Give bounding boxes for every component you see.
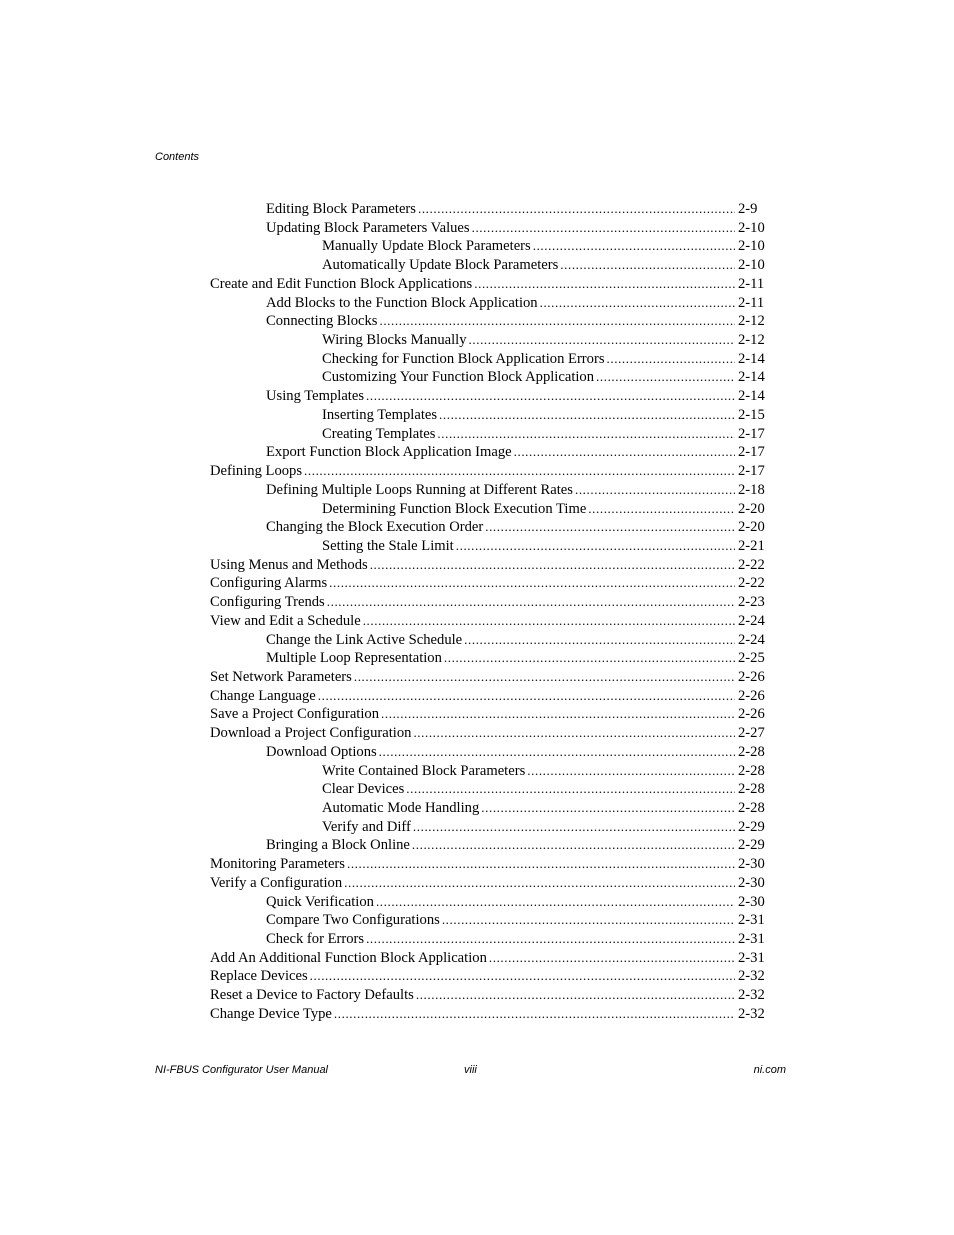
toc-entry-page: 2-11 <box>738 294 765 311</box>
toc-entry-page: 2-26 <box>738 687 765 704</box>
toc-entry[interactable] <box>210 967 770 986</box>
toc-entry[interactable] <box>210 574 770 593</box>
footer-website: ni.com <box>753 1064 786 1076</box>
toc-dot-leader <box>575 481 735 500</box>
toc-entry-title: Determining Function Block Execution Time <box>322 500 587 517</box>
toc-dot-leader <box>607 350 735 369</box>
toc-dot-leader <box>474 275 735 294</box>
toc-dot-leader <box>514 443 735 462</box>
toc-entry-page: 2-17 <box>738 463 765 480</box>
toc-entry-title: Add Blocks to the Function Block Application <box>266 294 538 311</box>
toc-entry[interactable] <box>210 556 770 575</box>
toc-dot-leader <box>456 537 735 556</box>
toc-dot-leader <box>344 874 735 893</box>
toc-dot-leader <box>485 518 735 537</box>
toc-entry-page: 2-28 <box>738 762 765 779</box>
toc-entry-title: Manually Update Block Parameters <box>322 238 531 255</box>
toc-entry[interactable] <box>210 387 770 406</box>
toc-entry-page: 2-24 <box>738 612 765 629</box>
toc-dot-leader <box>379 312 735 331</box>
toc-dot-leader <box>418 200 735 219</box>
toc-dot-leader <box>304 462 735 481</box>
toc-entry[interactable] <box>210 500 770 519</box>
toc-dot-leader <box>588 500 735 519</box>
toc-entry[interactable] <box>210 331 770 350</box>
toc-dot-leader <box>437 425 735 444</box>
toc-entry-page: 2-25 <box>738 650 765 667</box>
toc-entry[interactable] <box>210 836 770 855</box>
running-head: Contents <box>155 151 200 163</box>
toc-entry-title: Inserting Templates <box>322 406 438 423</box>
toc-entry[interactable] <box>210 986 770 1005</box>
toc-entry-title: Verify and Diff <box>322 818 411 835</box>
toc-dot-leader <box>381 705 735 724</box>
toc-dot-leader <box>489 949 735 968</box>
toc-dot-leader <box>560 256 735 275</box>
toc-entry-title: Automatic Mode Handling <box>322 800 480 816</box>
toc-entry-title: Editing Block Parameters <box>266 201 416 217</box>
toc-entry-page: 2-17 <box>738 444 765 461</box>
toc-entry[interactable] <box>210 762 770 781</box>
toc-entry-title: Change Device Type <box>210 1005 332 1022</box>
toc-entry-title: Verify a Configuration <box>210 874 343 891</box>
toc-entry[interactable] <box>210 350 770 369</box>
toc-entry[interactable] <box>210 462 770 481</box>
toc-entry-page: 2-24 <box>738 631 765 648</box>
toc-entry[interactable] <box>210 425 770 444</box>
toc-entry-page: 2-14 <box>738 369 765 386</box>
toc-entry-page: 2-9 <box>738 201 758 217</box>
toc-entry-page: 2-28 <box>738 743 765 760</box>
toc-dot-leader <box>329 574 735 593</box>
toc-entry[interactable] <box>210 612 770 631</box>
toc-entry-page: 2-12 <box>738 332 765 349</box>
toc-entry-page: 2-30 <box>738 874 765 891</box>
toc-entry-page: 2-11 <box>738 275 765 292</box>
toc-entry-page: 2-12 <box>738 313 765 330</box>
toc-entry[interactable] <box>210 949 770 968</box>
toc-entry-page: 2-14 <box>738 350 765 367</box>
toc-entry[interactable] <box>210 668 770 687</box>
toc-entry[interactable] <box>210 893 770 912</box>
toc-entry-title: Save a Project Configuration <box>210 706 380 723</box>
toc-entry[interactable] <box>210 930 770 949</box>
toc-dot-leader <box>469 331 735 350</box>
toc-entry-title: Set Network Parameters <box>210 668 352 685</box>
toc-entry-title: Using Templates <box>266 388 365 405</box>
toc-entry-title: Clear Devices <box>322 781 405 798</box>
toc-entry-page: 2-10 <box>738 219 765 236</box>
toc-entry-title: Customizing Your Function Block Application <box>322 369 595 386</box>
toc-entry[interactable] <box>210 799 770 818</box>
toc-dot-leader <box>366 930 735 949</box>
toc-entry-title: View and Edit a Schedule <box>210 612 361 629</box>
toc-entry[interactable] <box>210 911 770 930</box>
toc-dot-leader <box>464 631 735 650</box>
toc-entry-page: 2-31 <box>738 912 765 929</box>
toc-entry-page: 2-14 <box>738 388 765 405</box>
toc-entry[interactable] <box>210 687 770 706</box>
toc-entry-page: 2-31 <box>738 931 765 948</box>
table-of-contents <box>210 200 770 1024</box>
toc-entry-page: 2-10 <box>738 238 765 255</box>
toc-entry[interactable] <box>210 518 770 537</box>
toc-dot-leader <box>376 893 735 912</box>
toc-dot-leader <box>318 687 735 706</box>
toc-entry-page: 2-30 <box>738 856 765 873</box>
toc-entry-title: Defining Multiple Loops Running at Different Rates <box>266 481 573 498</box>
toc-entry[interactable] <box>210 481 770 500</box>
toc-entry-page: 2-29 <box>738 837 765 854</box>
toc-entry-title: Changing the Block Execution Order <box>266 519 484 536</box>
toc-dot-leader <box>527 762 735 781</box>
toc-entry-title: Create and Edit Function Block Applications <box>210 275 473 292</box>
toc-entry-page: 2-30 <box>738 893 765 910</box>
toc-entry[interactable] <box>210 443 770 462</box>
toc-entry[interactable] <box>210 368 770 387</box>
toc-entry[interactable] <box>210 406 770 425</box>
toc-entry-title: Automatically Update Block Parameters <box>322 257 559 274</box>
toc-entry-title: Download a Project Configuration <box>210 725 412 742</box>
toc-entry[interactable] <box>210 219 770 238</box>
footer-manual-title: NI-FBUS Configurator User Manual <box>155 1064 329 1076</box>
toc-entry-page: 2-22 <box>738 556 765 573</box>
toc-entry-title: Configuring Trends <box>210 594 325 611</box>
toc-dot-leader <box>366 387 735 406</box>
toc-entry-title: Export Function Block Application Image <box>266 444 512 461</box>
toc-entry-page: 2-23 <box>738 594 765 611</box>
toc-entry-page: 2-15 <box>738 406 765 423</box>
toc-dot-leader <box>370 556 735 575</box>
toc-entry-title: Setting the Stale Limit <box>322 537 454 554</box>
toc-dot-leader <box>327 593 735 612</box>
toc-entry[interactable] <box>210 705 770 724</box>
toc-dot-leader <box>334 1005 735 1024</box>
toc-entry-title: Add An Additional Function Block Application <box>210 949 487 966</box>
toc-entry-title: Bringing a Block Online <box>266 837 410 854</box>
toc-entry[interactable] <box>210 200 770 219</box>
toc-entry-title: Reset a Device to Factory Defaults <box>210 987 414 1004</box>
toc-dot-leader <box>413 724 735 743</box>
toc-entry[interactable] <box>210 649 770 668</box>
toc-dot-leader <box>406 780 735 799</box>
toc-entry-title: Defining Loops <box>210 463 303 480</box>
toc-entry-title: Check for Errors <box>266 931 365 948</box>
toc-entry-title: Wiring Blocks Manually <box>322 332 467 349</box>
toc-entry-title: Compare Two Configurations <box>266 912 440 929</box>
toc-entry-title: Change Language <box>210 687 316 704</box>
toc-entry-page: 2-31 <box>738 949 765 966</box>
toc-entry-page: 2-18 <box>738 481 765 498</box>
toc-dot-leader <box>416 986 735 1005</box>
toc-entry[interactable] <box>210 780 770 799</box>
toc-entry-page: 2-28 <box>738 800 765 816</box>
footer-page-number: viii <box>464 1064 477 1076</box>
toc-entry[interactable] <box>210 294 770 313</box>
toc-entry-title: Change the Link Active Schedule <box>266 631 463 648</box>
toc-entry[interactable] <box>210 275 770 294</box>
toc-entry-title: Configuring Alarms <box>210 575 328 592</box>
toc-entry-page: 2-10 <box>738 257 765 274</box>
toc-dot-leader <box>540 294 735 313</box>
toc-entry[interactable] <box>210 743 770 762</box>
toc-dot-leader <box>363 612 735 631</box>
toc-dot-leader <box>444 649 735 668</box>
toc-entry-title: Creating Templates <box>322 425 436 442</box>
toc-entry-page: 2-20 <box>738 500 765 517</box>
toc-dot-leader <box>533 237 735 256</box>
toc-entry[interactable] <box>210 724 770 743</box>
toc-entry[interactable] <box>210 874 770 893</box>
toc-dot-leader <box>347 855 735 874</box>
toc-dot-leader <box>379 743 735 762</box>
toc-entry-page: 2-22 <box>738 575 765 592</box>
toc-entry[interactable] <box>210 237 770 256</box>
toc-dot-leader <box>439 406 735 425</box>
toc-dot-leader <box>412 836 735 855</box>
toc-entry-title: Download Options <box>266 743 377 760</box>
toc-entry-page: 2-26 <box>738 706 765 723</box>
toc-dot-leader <box>310 967 735 986</box>
toc-entry-page: 2-32 <box>738 987 765 1004</box>
toc-entry-page: 2-29 <box>738 818 765 835</box>
toc-entry-page: 2-28 <box>738 781 765 798</box>
toc-dot-leader <box>481 799 735 818</box>
toc-entry-page: 2-32 <box>738 1005 765 1022</box>
toc-entry[interactable] <box>210 1005 770 1024</box>
toc-entry[interactable] <box>210 312 770 331</box>
toc-entry-page: 2-20 <box>738 519 765 536</box>
toc-entry-title: Monitoring Parameters <box>210 856 345 873</box>
toc-entry-title: Updating Block Parameters Values <box>266 219 470 236</box>
toc-entry-page: 2-27 <box>738 725 765 742</box>
toc-entry-page: 2-32 <box>738 968 765 985</box>
toc-entry[interactable] <box>210 593 770 612</box>
toc-dot-leader <box>596 368 735 387</box>
toc-entry-title: Using Menus and Methods <box>210 556 368 573</box>
toc-entry-page: 2-26 <box>738 668 765 685</box>
toc-entry-title: Quick Verification <box>266 893 374 910</box>
toc-dot-leader <box>354 668 735 687</box>
toc-entry-title: Connecting Blocks <box>266 313 378 330</box>
toc-entry-page: 2-21 <box>738 537 765 554</box>
toc-entry[interactable] <box>210 537 770 556</box>
toc-entry[interactable] <box>210 818 770 837</box>
toc-entry-title: Checking for Function Block Application Errors <box>322 350 605 367</box>
toc-entry[interactable] <box>210 855 770 874</box>
toc-dot-leader <box>442 911 735 930</box>
toc-entry-title: Multiple Loop Representation <box>266 650 442 667</box>
toc-entry-title: Replace Devices <box>210 968 308 985</box>
toc-entry[interactable] <box>210 631 770 650</box>
toc-dot-leader <box>472 219 735 238</box>
toc-dot-leader <box>413 818 735 837</box>
toc-entry-title: Write Contained Block Parameters <box>322 762 526 779</box>
toc-entry[interactable] <box>210 256 770 275</box>
toc-entry-page: 2-17 <box>738 425 765 442</box>
